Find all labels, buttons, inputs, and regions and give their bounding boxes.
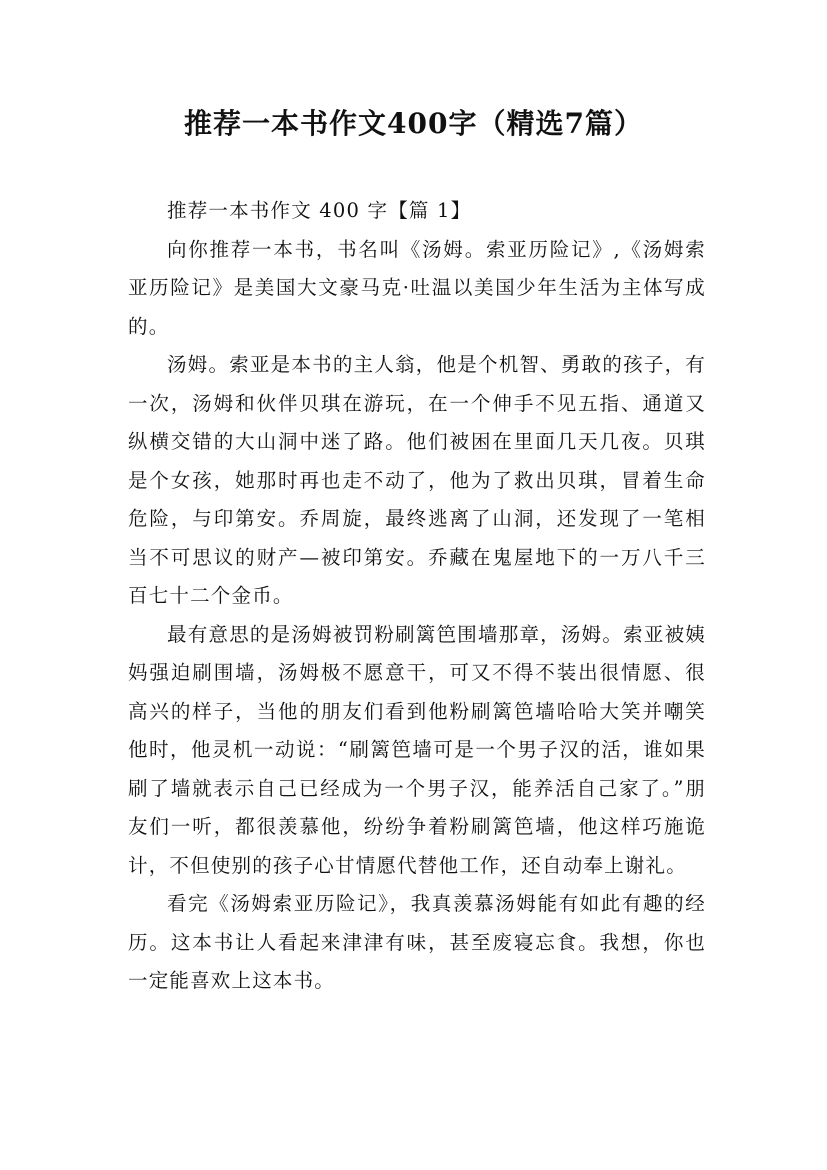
article-body [128, 192, 706, 1001]
paragraph-1: 向你推荐一本书，书名叫《汤姆。索亚历险记》,《汤姆索亚历险记》是美国大文豪马克·吐温以美国少年生活为主体写成的。 [128, 237, 706, 338]
paragraph-4: 看完《汤姆索亚历险记》，我真羡慕汤姆能有如此有趣的经历。这本书让人看起来津津有味，甚至废寝忘食。我想，你也一定能喜欢上这本书。 [128, 892, 706, 992]
section-heading: 推荐一本书作文 400 字【篇 1】 [167, 199, 472, 222]
paragraph-2: 汤姆。索亚是本书的主人翁，他是个机智、勇敢的孩子，有一次，汤姆和伙伴贝琪在游玩，在一个伸手不见五指、通道又纵横交错的大山洞中迷了路。他们被困在里面几天几夜。贝琪是个女孩，她那时再也走不动了，他为了救出贝琪，冒着生命危险，与印第安。乔周旋，最终逃离了山洞，还发现了一笔相当不可思议的财产—被印第安。乔藏在鬼屋地下的一万八千三百七十二个金币。 [128, 353, 706, 607]
document-title: 推荐一本书作文400字（精选7篇） [184, 107, 643, 140]
paragraph-3: 最有意思的是汤姆被罚粉刷篱笆围墙那章，汤姆。索亚被姨妈强迫刷围墙，汤姆极不愿意干，可又不得不装出很情愿、很高兴的样子，当他的朋友们看到他粉刷篱笆墙哈哈大笑并嘲笑他时，他灵机一动说：“刷篱笆墙可是一个男子汉的活，谁如果刷了墙就表示自己已经成为一个男子汉，能养活自己家了。”朋友们一听，都很羡慕他，纷纷争着粉刷篱笆墙，他这样巧施诡计，不但使别的孩子心甘情愿代替他工作，还自动奉上谢礼。 [128, 622, 706, 877]
